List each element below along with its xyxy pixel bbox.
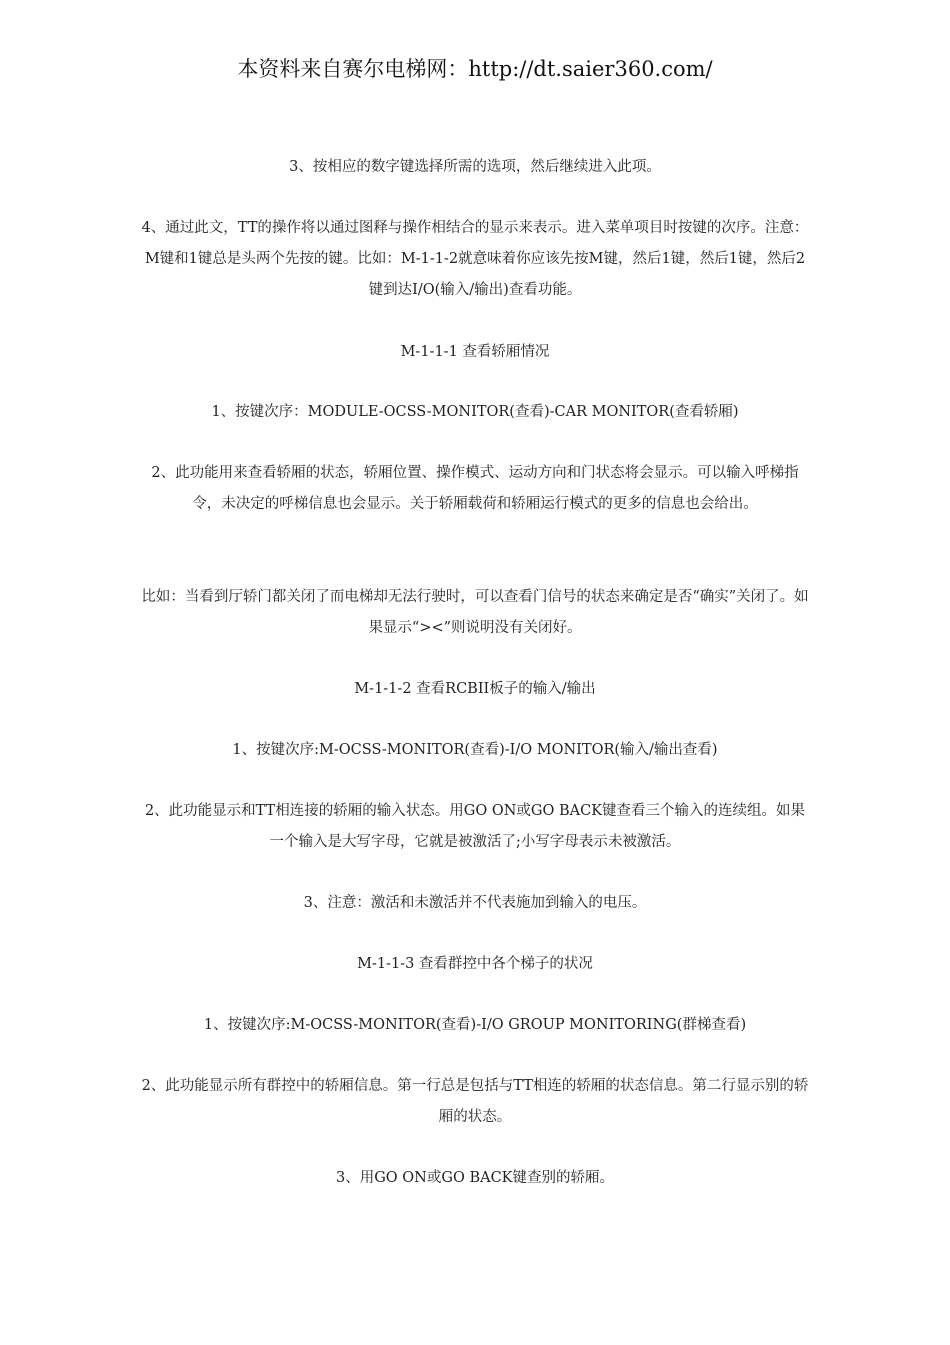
- paragraph-group-monitor-keys: 1、按键次序:M-OCSS-MONITOR(查看)-I/O GROUP MONITORING(群梯查看): [203, 1017, 747, 1033]
- paragraph-group-monitor-function: 2、此功能显示所有群控中的轿厢信息。第一行总是包括与TT相连的轿厢的状态信息。第二行显示别的轿厢的状态。: [141, 1078, 809, 1125]
- heading-m-1-1-1: M-1-1-1 查看轿厢情况: [400, 344, 550, 360]
- paragraph-door-example: 比如：当看到厅轿门都关闭了而电梯却无法行驶时，可以查看门信号的状态来确定是否“确实”关闭了。如果显示“><”则说明没有关闭好。: [141, 589, 809, 636]
- paragraph-io-monitor-function: 2、此功能显示和TT相连接的轿厢的输入状态。用GO ON或GO BACK键查看三个输入的连续组。如果一个输入是大写字母，它就是被激活了;小写字母表示未被激活。: [144, 803, 806, 850]
- heading-m-1-1-2: M-1-1-2 查看RCBII板子的输入/输出: [354, 681, 596, 697]
- paragraph-key-sequence-intro: 4、通过此文，TT的操作将以通过图释与操作相结合的显示来表示。进入菜单项目时按键的次序。注意：M键和1键总是头两个先按的键。比如：M-1-1-2就意味着你应该先按M键，然后1键，然后1键，然后2键到达I/O(输入/输出)查看功能。: [141, 220, 809, 298]
- source-header: 本资料来自赛尔电梯网：http://dt.saier360.com/: [237, 57, 713, 81]
- paragraph-car-monitor-function: 2、此功能用来查看轿厢的状态，轿厢位置、操作模式、运动方向和门状态将会显示。可以输入呼梯指令，未决定的呼梯信息也会显示。关于轿厢载荷和轿厢运行模式的更多的信息也会给出。: [151, 465, 799, 512]
- paragraph-io-note: 3、注意：激活和未激活并不代表施加到输入的电压。: [303, 895, 647, 911]
- paragraph-car-monitor-keys: 1、按键次序：MODULE-OCSS-MONITOR(查看)-CAR MONITOR(查看轿厢): [211, 404, 739, 420]
- paragraph-select-option: 3、按相应的数字键选择所需的选项，然后继续进入此项。: [289, 159, 661, 175]
- heading-m-1-1-3: M-1-1-3 查看群控中各个梯子的状况: [357, 956, 593, 972]
- paragraph-go-on-go-back: 3、用GO ON或GO BACK键查别的轿厢。: [335, 1170, 614, 1186]
- paragraph-io-monitor-keys: 1、按键次序:M-OCSS-MONITOR(查看)-I/O MONITOR(输入/输出查看): [232, 742, 718, 758]
